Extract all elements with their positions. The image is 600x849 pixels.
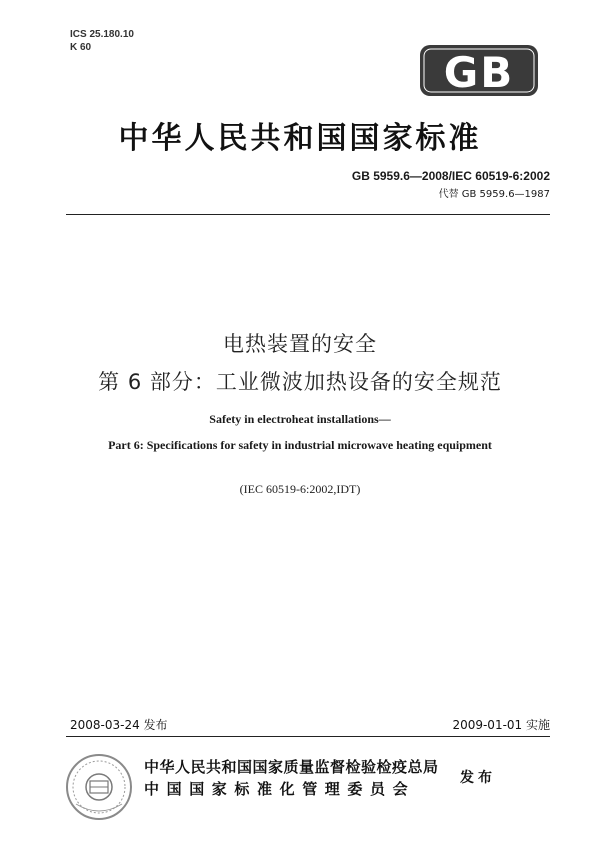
national-standard-title: 中华人民共和国国家标准 — [118, 121, 482, 156]
issue-date: 2008-03-24 发布 — [70, 718, 168, 732]
footer-divider — [66, 736, 550, 737]
english-title-line2: Part 6: Specifications for safety in industrial microwave heating equipment — [108, 438, 492, 452]
publish-label: 发布 — [460, 770, 496, 786]
gb-logo — [418, 43, 540, 98]
classification-code: K 60 — [70, 42, 92, 53]
chinese-title-line1: 电热装置的安全 — [223, 332, 377, 356]
issuer-sac: 中国国家标准化管理委员会 — [144, 780, 416, 798]
ics-code: ICS 25.180.10 — [70, 29, 134, 40]
gb-logo-text: GB — [443, 48, 515, 97]
header-divider — [66, 214, 550, 215]
standard-number: GB 5959.6—2008/IEC 60519-6:2002 — [351, 169, 550, 183]
replaces-note: 代替 GB 5959.6—1987 — [438, 189, 550, 200]
chinese-title-line2: 第 6 部分：工业微波加热设备的安全规范 — [98, 370, 502, 394]
issuer-aqsiq: 中华人民共和国国家质量监督检验检疫总局 — [144, 758, 439, 776]
equivalence-note: (IEC 60519-6:2002,IDT) — [239, 482, 361, 496]
implementation-date: 2009-01-01 实施 — [452, 718, 550, 732]
official-seal-icon — [64, 752, 134, 822]
english-title-line1: Safety in electroheat installations— — [209, 412, 391, 426]
